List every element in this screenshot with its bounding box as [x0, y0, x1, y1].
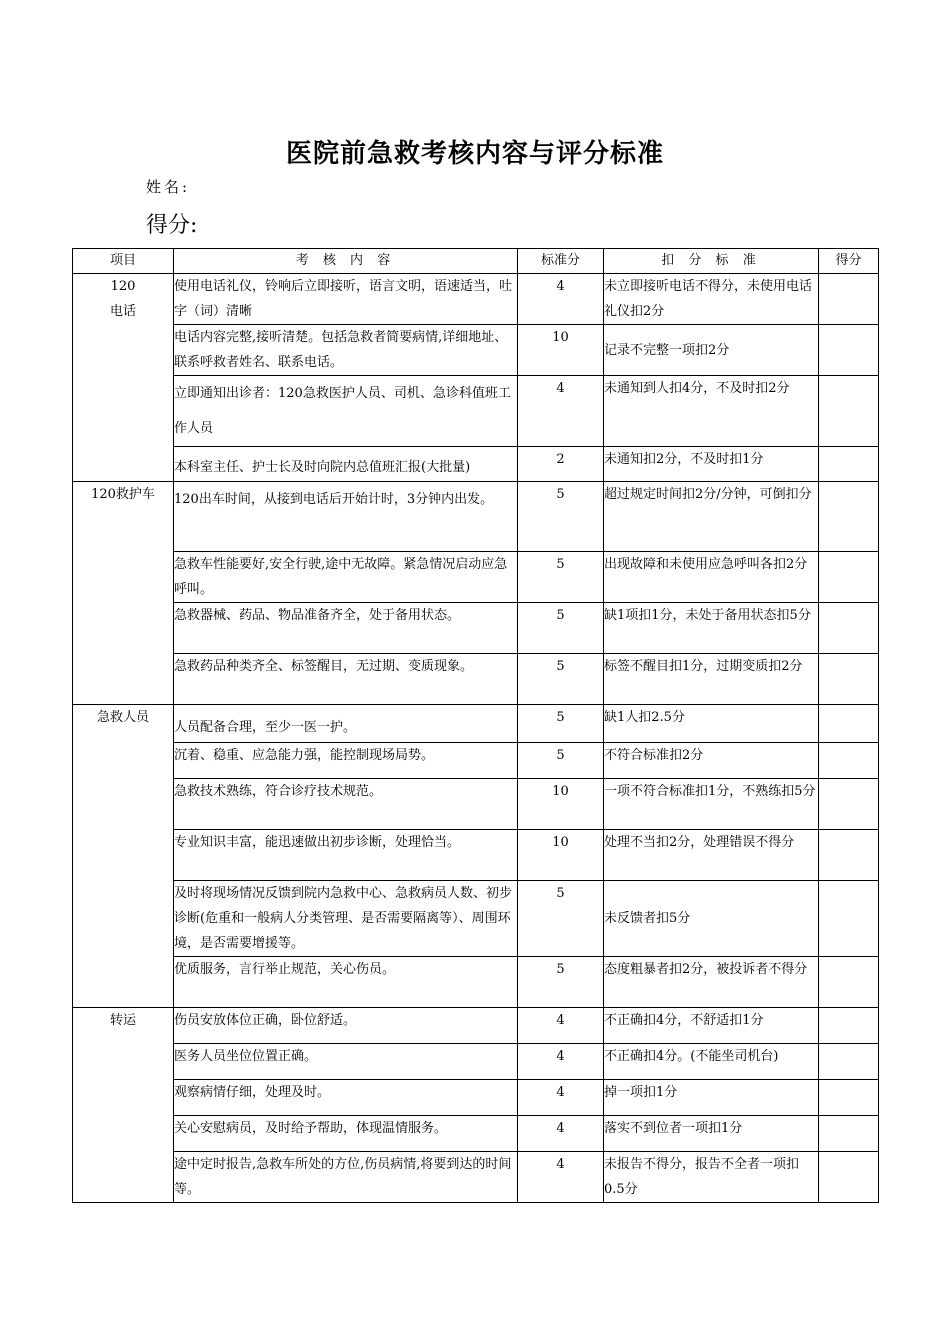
standard-cell: 4	[518, 1008, 604, 1044]
standard-cell: 4	[518, 1152, 604, 1203]
score-cell[interactable]	[819, 705, 879, 743]
standard-cell: 2	[518, 447, 604, 482]
content-cell: 急救药品种类齐全、标签醒目，无过期、变质现象。	[174, 654, 518, 705]
header-standard: 标准分	[518, 249, 604, 274]
table-row	[73, 603, 879, 654]
name-label: 姓名:	[146, 178, 191, 196]
deduction-cell: 态度粗暴者扣2分，被投诉者不得分	[604, 957, 819, 1008]
standard-cell: 5	[518, 603, 604, 654]
standard-cell: 10	[518, 779, 604, 830]
deduction-cell: 处理不当扣2分，处理错误不得分	[604, 830, 819, 881]
content-cell: 及时将现场情况反馈到院内急救中心、急救病员人数、初步诊断(危重和一般病人分类管理、是否需要隔离等）、周围环境，是否需要增援等。	[174, 881, 518, 957]
deduction-cell: 标签不醒目扣1分，过期变质扣2分	[604, 654, 819, 705]
score-cell[interactable]	[819, 447, 879, 482]
score-cell[interactable]	[819, 830, 879, 881]
standard-cell: 5	[518, 881, 604, 957]
deduction-cell: 未通知到人扣4分，不及时扣2分	[604, 376, 819, 447]
assessment-table	[72, 248, 879, 1203]
standard-cell: 5	[518, 654, 604, 705]
content-cell: 急救车性能要好,安全行驶,途中无故障。紧急情况启动应急呼叫。	[174, 552, 518, 603]
content-cell: 急救器械、药品、物品准备齐全，处于备用状态。	[174, 603, 518, 654]
score-label: 得分:	[146, 213, 198, 238]
content-cell: 使用电话礼仪，铃响后立即接听，语言文明，语速适当，吐字（词）清晰	[174, 274, 518, 325]
table-row	[73, 1116, 879, 1152]
deduction-cell: 未反馈者扣5分	[604, 881, 819, 957]
standard-cell: 5	[518, 705, 604, 743]
content-cell: 本科室主任、护士长及时向院内总值班汇报(大批量)	[174, 447, 518, 482]
score-cell[interactable]	[819, 779, 879, 830]
content-cell: 立即通知出诊者：120急救医护人员、司机、急诊科值班工作人员	[174, 376, 518, 447]
score-cell[interactable]	[819, 1044, 879, 1080]
score-cell[interactable]	[819, 1152, 879, 1203]
score-cell[interactable]	[819, 552, 879, 603]
deduction-cell: 未报告不得分，报告不全者一项扣0.5分	[604, 1152, 819, 1203]
score-cell[interactable]	[819, 1080, 879, 1116]
score-cell[interactable]	[819, 325, 879, 376]
deduction-cell: 落实不到位者一项扣1分	[604, 1116, 819, 1152]
table-row	[73, 957, 879, 1008]
deduction-cell: 记录不完整一项扣2分	[604, 325, 819, 376]
table-row	[73, 705, 879, 743]
standard-cell: 10	[518, 325, 604, 376]
table-row	[73, 1008, 879, 1044]
header-item: 项目	[73, 249, 174, 274]
deduction-cell: 不正确扣4分，不舒适扣1分	[604, 1008, 819, 1044]
deduction-cell: 未通知扣2分，不及时扣1分	[604, 447, 819, 482]
deduction-cell: 超过规定时间扣2分/分钟，可倒扣分	[604, 482, 819, 552]
table-row	[73, 552, 879, 603]
score-cell[interactable]	[819, 957, 879, 1008]
category-label: 120 电话	[109, 279, 136, 319]
category-cell: 转运	[73, 1008, 174, 1203]
table-row	[73, 376, 879, 447]
standard-cell: 10	[518, 830, 604, 881]
standard-cell: 5	[518, 552, 604, 603]
deduction-cell: 出现故障和未使用应急呼叫各扣2分	[604, 552, 819, 603]
table-row	[73, 1152, 879, 1203]
table-row	[73, 654, 879, 705]
deduction-cell: 缺1项扣1分，未处于备用状态扣5分	[604, 603, 819, 654]
score-cell[interactable]	[819, 482, 879, 552]
content-cell: 优质服务，言行举止规范，关心伤员。	[174, 957, 518, 1008]
score-cell[interactable]	[819, 881, 879, 957]
table-row	[73, 447, 879, 482]
page-title: 医院前急救考核内容与评分标准	[285, 139, 664, 169]
deduction-cell: 一项不符合标准扣1分，不熟练扣5分	[604, 779, 819, 830]
content-cell: 120出车时间，从接到电话后开始计时，3分钟内出发。	[174, 482, 518, 552]
content-cell: 关心安慰病员，及时给予帮助，体现温情服务。	[174, 1116, 518, 1152]
table-header-row	[73, 249, 879, 274]
header-content: 考 核 内 容	[174, 249, 518, 274]
table-row	[73, 325, 879, 376]
category-cell: 急救人员	[73, 705, 174, 1008]
score-cell[interactable]	[819, 376, 879, 447]
score-cell[interactable]	[819, 654, 879, 705]
table-row	[73, 830, 879, 881]
deduction-cell: 不正确扣4分。(不能坐司机台)	[604, 1044, 819, 1080]
standard-cell: 5	[518, 482, 604, 552]
category-cell	[73, 274, 174, 482]
content-cell: 急救技术熟练，符合诊疗技术规范。	[174, 779, 518, 830]
deduction-cell: 未立即接听电话不得分，未使用电话礼仪扣2分	[604, 274, 819, 325]
content-cell: 人员配备合理，至少一医一护。	[174, 705, 518, 743]
content-cell: 伤员安放体位正确，卧位舒适。	[174, 1008, 518, 1044]
table-row	[73, 482, 879, 552]
content-cell: 沉着、稳重、应急能力强，能控制现场局势。	[174, 743, 518, 779]
category-cell: 120救护车	[73, 482, 174, 705]
table-row	[73, 274, 879, 325]
table-row	[73, 881, 879, 957]
deduction-cell: 掉一项扣1分	[604, 1080, 819, 1116]
score-cell[interactable]	[819, 743, 879, 779]
content-cell: 电话内容完整,接听清楚。包括急救者简要病情,详细地址、联系呼救者姓名、联系电话。	[174, 325, 518, 376]
standard-cell: 4	[518, 376, 604, 447]
standard-cell: 5	[518, 743, 604, 779]
standard-cell: 4	[518, 274, 604, 325]
content-cell: 途中定时报告,急救车所处的方位,伤员病情,将要到达的时间等。	[174, 1152, 518, 1203]
standard-cell: 4	[518, 1080, 604, 1116]
header-score: 得分	[819, 249, 879, 274]
standard-cell: 4	[518, 1044, 604, 1080]
table-row	[73, 743, 879, 779]
content-cell: 医务人员坐位位置正确。	[174, 1044, 518, 1080]
score-cell[interactable]	[819, 1116, 879, 1152]
score-cell[interactable]	[819, 1008, 879, 1044]
score-cell[interactable]	[819, 603, 879, 654]
score-cell[interactable]	[819, 274, 879, 325]
deduction-cell: 不符合标准扣2分	[604, 743, 819, 779]
deduction-cell: 缺1人扣2.5分	[604, 705, 819, 743]
standard-cell: 5	[518, 957, 604, 1008]
content-cell: 专业知识丰富，能迅速做出初步诊断，处理恰当。	[174, 830, 518, 881]
header-deduction: 扣 分 标 准	[604, 249, 819, 274]
table-row	[73, 779, 879, 830]
table-row	[73, 1080, 879, 1116]
standard-cell: 4	[518, 1116, 604, 1152]
table-row	[73, 1044, 879, 1080]
content-cell: 观察病情仔细，处理及时。	[174, 1080, 518, 1116]
